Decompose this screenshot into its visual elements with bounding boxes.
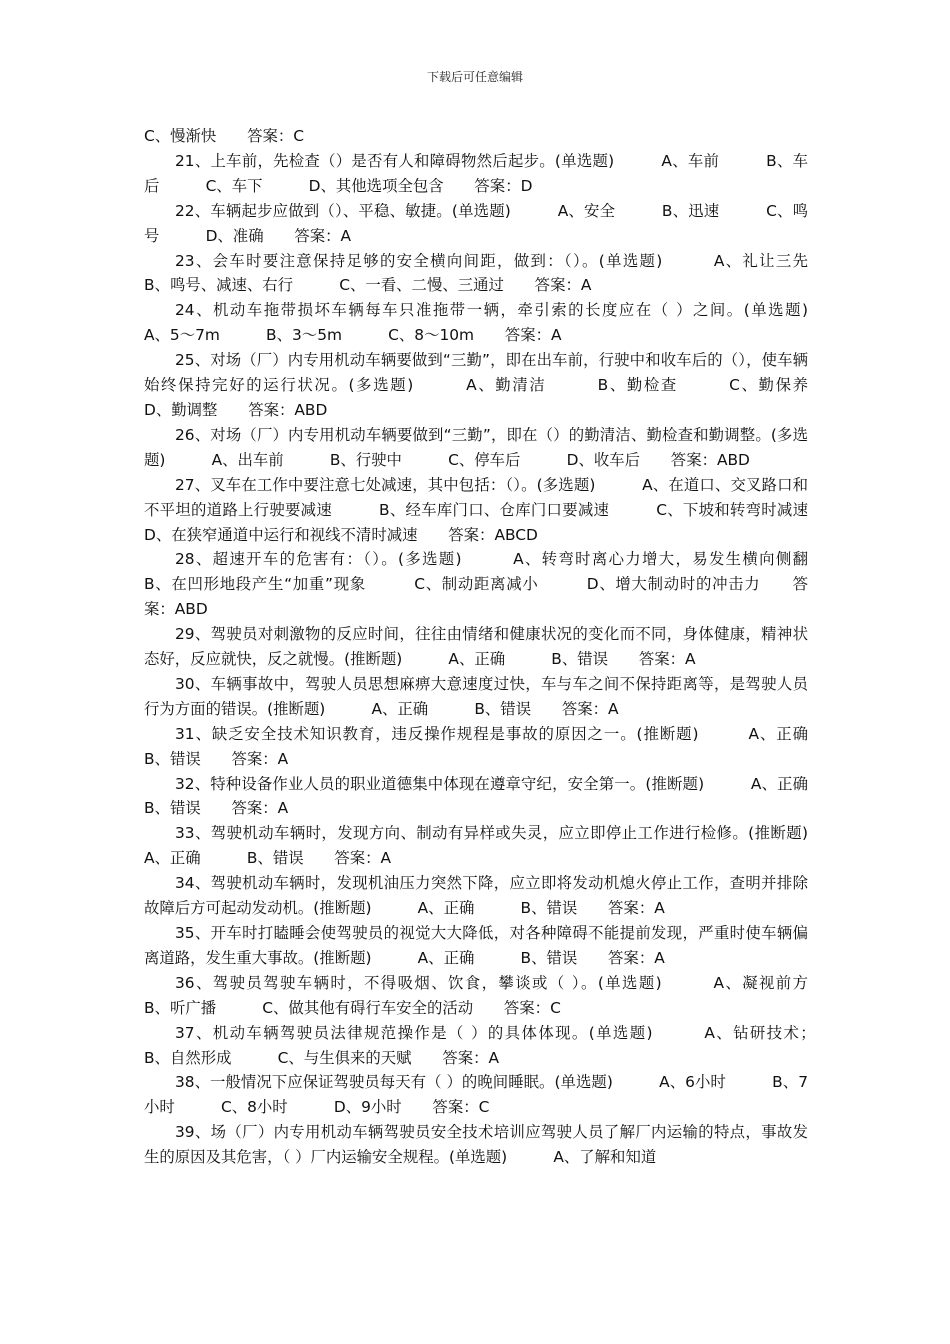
question-25: 25、对场（厂）内专用机动车辆要做到“三勤”，即在出车前，行驶中和收车后的（），使车辆始终保持完好的运行状况。(多选题) A、勤清洁 B、勤检查 C、勤保养 D、勤调整 答案：ABD [144,351,855,419]
document-body [144,124,855,1170]
paragraph-answer-20: C、慢渐快 答案：C [144,127,305,145]
question-28: 28、超速开车的危害有：（）。(多选题) A、转弯时离心力增大，易发生横向侧翻 B、在凹形地段产生“加重”现象 C、制动距离减小 D、增大制动时的冲击力 答案：ABD [144,550,855,619]
question-21: 21、上车前，先检查（）是否有人和障碍物然后起步。(单选题) A、车前 B、车后 C、车下 D、其他选项全包含 答案：D [144,151,808,195]
question-37: 37、机动车辆驾驶员法律规范操作是（ ）的具体体现。(单选题) A、钻研技术； B、自然形成 C、与生俱来的天赋 答案：A [144,1023,855,1067]
question-31: 31、缺乏安全技术知识教育，违反操作规程是事故的原因之一。(推断题) A、正确 B、错误 答案：A [144,724,855,768]
question-30: 30、车辆事故中，驾驶人员思想麻痹大意速度过快，车与车之间不保持距离等，是驾驶人员行为方面的错误。(推断题) A、正确 B、错误 答案：A [144,674,808,718]
question-33: 33、驾驶机动车辆时，发现方向、制动有异样或失灵，应立即停止工作进行检修。(推断题) A、正确 B、错误 答案：A [144,824,855,868]
question-29: 29、驾驶员对刺激物的反应时间，往往由情绪和健康状况的变化而不同，身体健康，精神状态好，反应就快，反之就慢。(推断题) A、正确 B、错误 答案：A [144,625,808,669]
page-header: 下载后可任意编辑 [426,70,523,84]
question-38: 38、一般情况下应保证驾驶员每天有（ ）的晚间睡眠。(单选题) A、6小时 B、7小时 C、8小时 D、9小时 答案：C [144,1073,808,1117]
question-35: 35、开车时打瞌睡会使驾驶员的视觉大大降低，对各种障碍不能提前发现，严重时使车辆偏离道路，发生重大事故。(推断题) A、正确 B、错误 答案：A [144,924,808,967]
question-36: 36、驾驶员驾驶车辆时，不得吸烟、饮食，攀谈或（ ）。(单选题) A、凝视前方 B、听广播 C、做其他有碍行车安全的活动 答案：C [144,973,855,1017]
question-22: 22、车辆起步应做到（）、平稳、敏捷。(单选题) A、安全 B、迅速 C、鸣号 D、准确 答案：A [144,201,808,245]
question-39: 39、场（厂）内专用机动车辆驾驶员安全技术培训应驾驶人员了解厂内运输的特点，事故发生的原因及其危害，（ ）厂内运输安全规程。(单选题) A、了解和知道 [144,1123,808,1167]
question-27: 27、叉车在工作中要注意七处减速，其中包括：（）。(多选题) A、在道口、交叉路口和不平坦的道路上行驶要减速 B、经车库门口、仓库门口要减速 C、下坡和转弯时减速 D、在狭窄通道中运行和视线不清时减速 答案：ABCD [144,475,855,544]
question-24: 24、机动车拖带损坏车辆每车只准拖带一辆，牵引索的长度应在（ ）之间。(单选题) A、5～7m B、3～5m C、8～10m 答案：A [144,301,855,345]
question-26: 26、对场（厂）内专用机动车辆要做到“三勤”，即在（）的勤清洁、勤检查和勤调整。(多选题) A、出车前 B、行驶中 C、停车后 D、收车后 答案：ABD [144,425,808,469]
question-23: 23、会车时要注意保持足够的安全横向间距，做到：（）。(单选题) A、礼让三先 B、鸣号、减速、右行 C、一看、二慢、三通过 答案：A [144,251,855,295]
question-32: 32、特种设备作业人员的职业道德集中体现在遵章守纪，安全第一。(推断题) A、正确 B、错误 答案：A [144,774,855,818]
question-34: 34、驾驶机动车辆时，发现机油压力突然下降，应立即将发动机熄火停止工作，查明并排除故障后方可起动发动机。(推断题) A、正确 B、错误 答案：A [144,874,808,918]
